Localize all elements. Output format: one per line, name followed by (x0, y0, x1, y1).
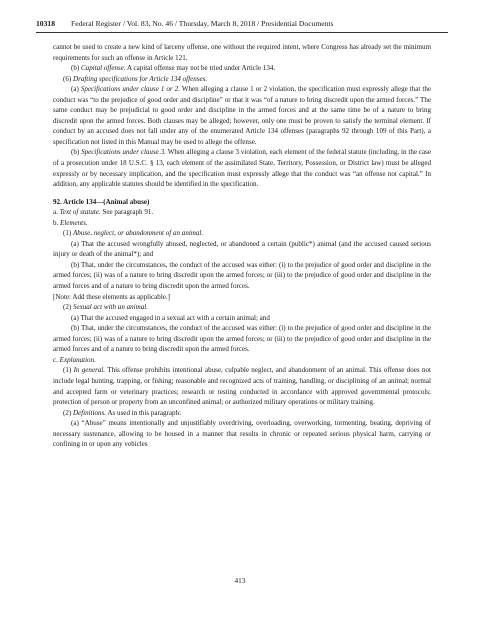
paragraph-capital-offense: (b) Capital offense. A capital offense may not be tried under Article 134. (71, 64, 276, 73)
header-rule (36, 32, 448, 33)
paragraph-explanation: c. Explanation. (53, 355, 96, 364)
document-body (53, 42, 431, 450)
paragraph-definitions: (2) Definitions. As used in this paragraph: (63, 408, 182, 417)
paragraph-element-b: (b) That, under the circumstances, the conduct of the accused was either: (i) to the prejudice of good order and discipline in the armed forces; (ii) was of a nature to bring discredit upon the armed forces; or (iii) to the prejudice of good order and discipline in the armed forces and of a nature to bring discredit upon the armed forces. (53, 260, 431, 291)
section-title: 92. Article 134—(Animal abuse) (53, 197, 150, 206)
page-header (36, 19, 448, 32)
paragraph-in-general: (1) In general. This offense prohibits intentional abuse, culpable neglect, and abandonment of an animal. This offense does not include legal hunting, trapping, or fishing; reasonable and recognized acts of training, handling, or disciplining of an animal; normal and accepted farm or veterinary practices; research or testing conducted in accordance with approved governmental protocols; protection of person or property from an unconfined animal; or authorized military operations or military training. (53, 366, 431, 407)
paragraph-clause-1-2: (a) Specifications under clause 1 or 2. When alleging a clause 1 or 2 violation, the specification must expressly allege that the conduct was “to the prejudice of good order and discipline” or that it was “of a nature to bring discredit upon the armed forces.” The same conduct may be prejudicial to good order and discipline in the armed forces and at the same time be of a nature to bring discredit upon the armed forces. Both clauses may be alleged; however, only one must be proven to satisfy the terminal element. If conduct by an accused does not fall under any of the enumerated Article 134 offenses (paragraphs 92 through 109 of this Part), a specification not listed in this Manual may be used to allege the offense. (53, 85, 431, 146)
paragraph-element-a: (a) That the accused engaged in a sexual act with a certain animal; and (71, 313, 270, 322)
paragraph-abuse-heading: (1) Abuse, neglect, or abandonment of an animal. (63, 229, 204, 238)
paragraph-element-a: (a) That the accused wrongfully abused, neglected, or abandoned a certain (public*) animal (and the accused caused serious injury or death of the animal*); and (53, 239, 431, 259)
paragraph-note: [Note: Add these elements as applicable.] (53, 292, 171, 301)
header-title: Federal Register / Vol. 83, No. 46 / Thursday, March 8, 2018 / Presidential Documents (70, 19, 334, 28)
paragraph-text-of-statute: a. Text of statute. See paragraph 91. (53, 208, 154, 217)
paragraph-drafting-heading: (6) Drafting specifications for Article 134 offenses. (63, 74, 208, 83)
paragraph-element-b: (b) That, under the circumstances, the conduct of the accused was either: (i) to the prejudice of good order and discipline in the armed forces; (ii) was of a nature to bring discredit upon the armed forces; or (iii) to the prejudice of good order and discipline in the armed forces and of a nature to bring discredit upon the armed forces. (53, 324, 431, 354)
paragraph: cannot be used to create a new kind of larceny offense, one without the required intent, where Congress has already set the minimum requirements for such an offense in Article 121. (53, 43, 431, 62)
paragraph-elements: b. Elements. (53, 218, 88, 227)
paragraph-abuse-definition: (a) “Abuse” means intentionally and unjustifiably overdriving, overloading, overworking, tormenting, beating, depriving of necessary sustenance, allowing to be housed in a manner that results in chronic or repeated serious physical harm, carrying or confining in or upon any vehicles (53, 419, 431, 449)
header-page-number: 10318 (36, 19, 55, 28)
paragraph-clause-3: (b) Specifications under clause 3. When alleging a clause 3 violation, each element of the federal statute (including, in the case of a prosecution under 18 U.S.C. § 13, each element of the assimilated State, Territory, Possession, or District law) must be alleged expressly or by necessary implication, and the specification must expressly allege that the conduct was “an offense not capital.” In addition, any applicable statutes should be identified in the specification. (53, 148, 432, 189)
paragraph-sexual-act-heading: (2) Sexual act with an animal. (63, 303, 148, 312)
page-footer-number: 413 (234, 576, 246, 585)
